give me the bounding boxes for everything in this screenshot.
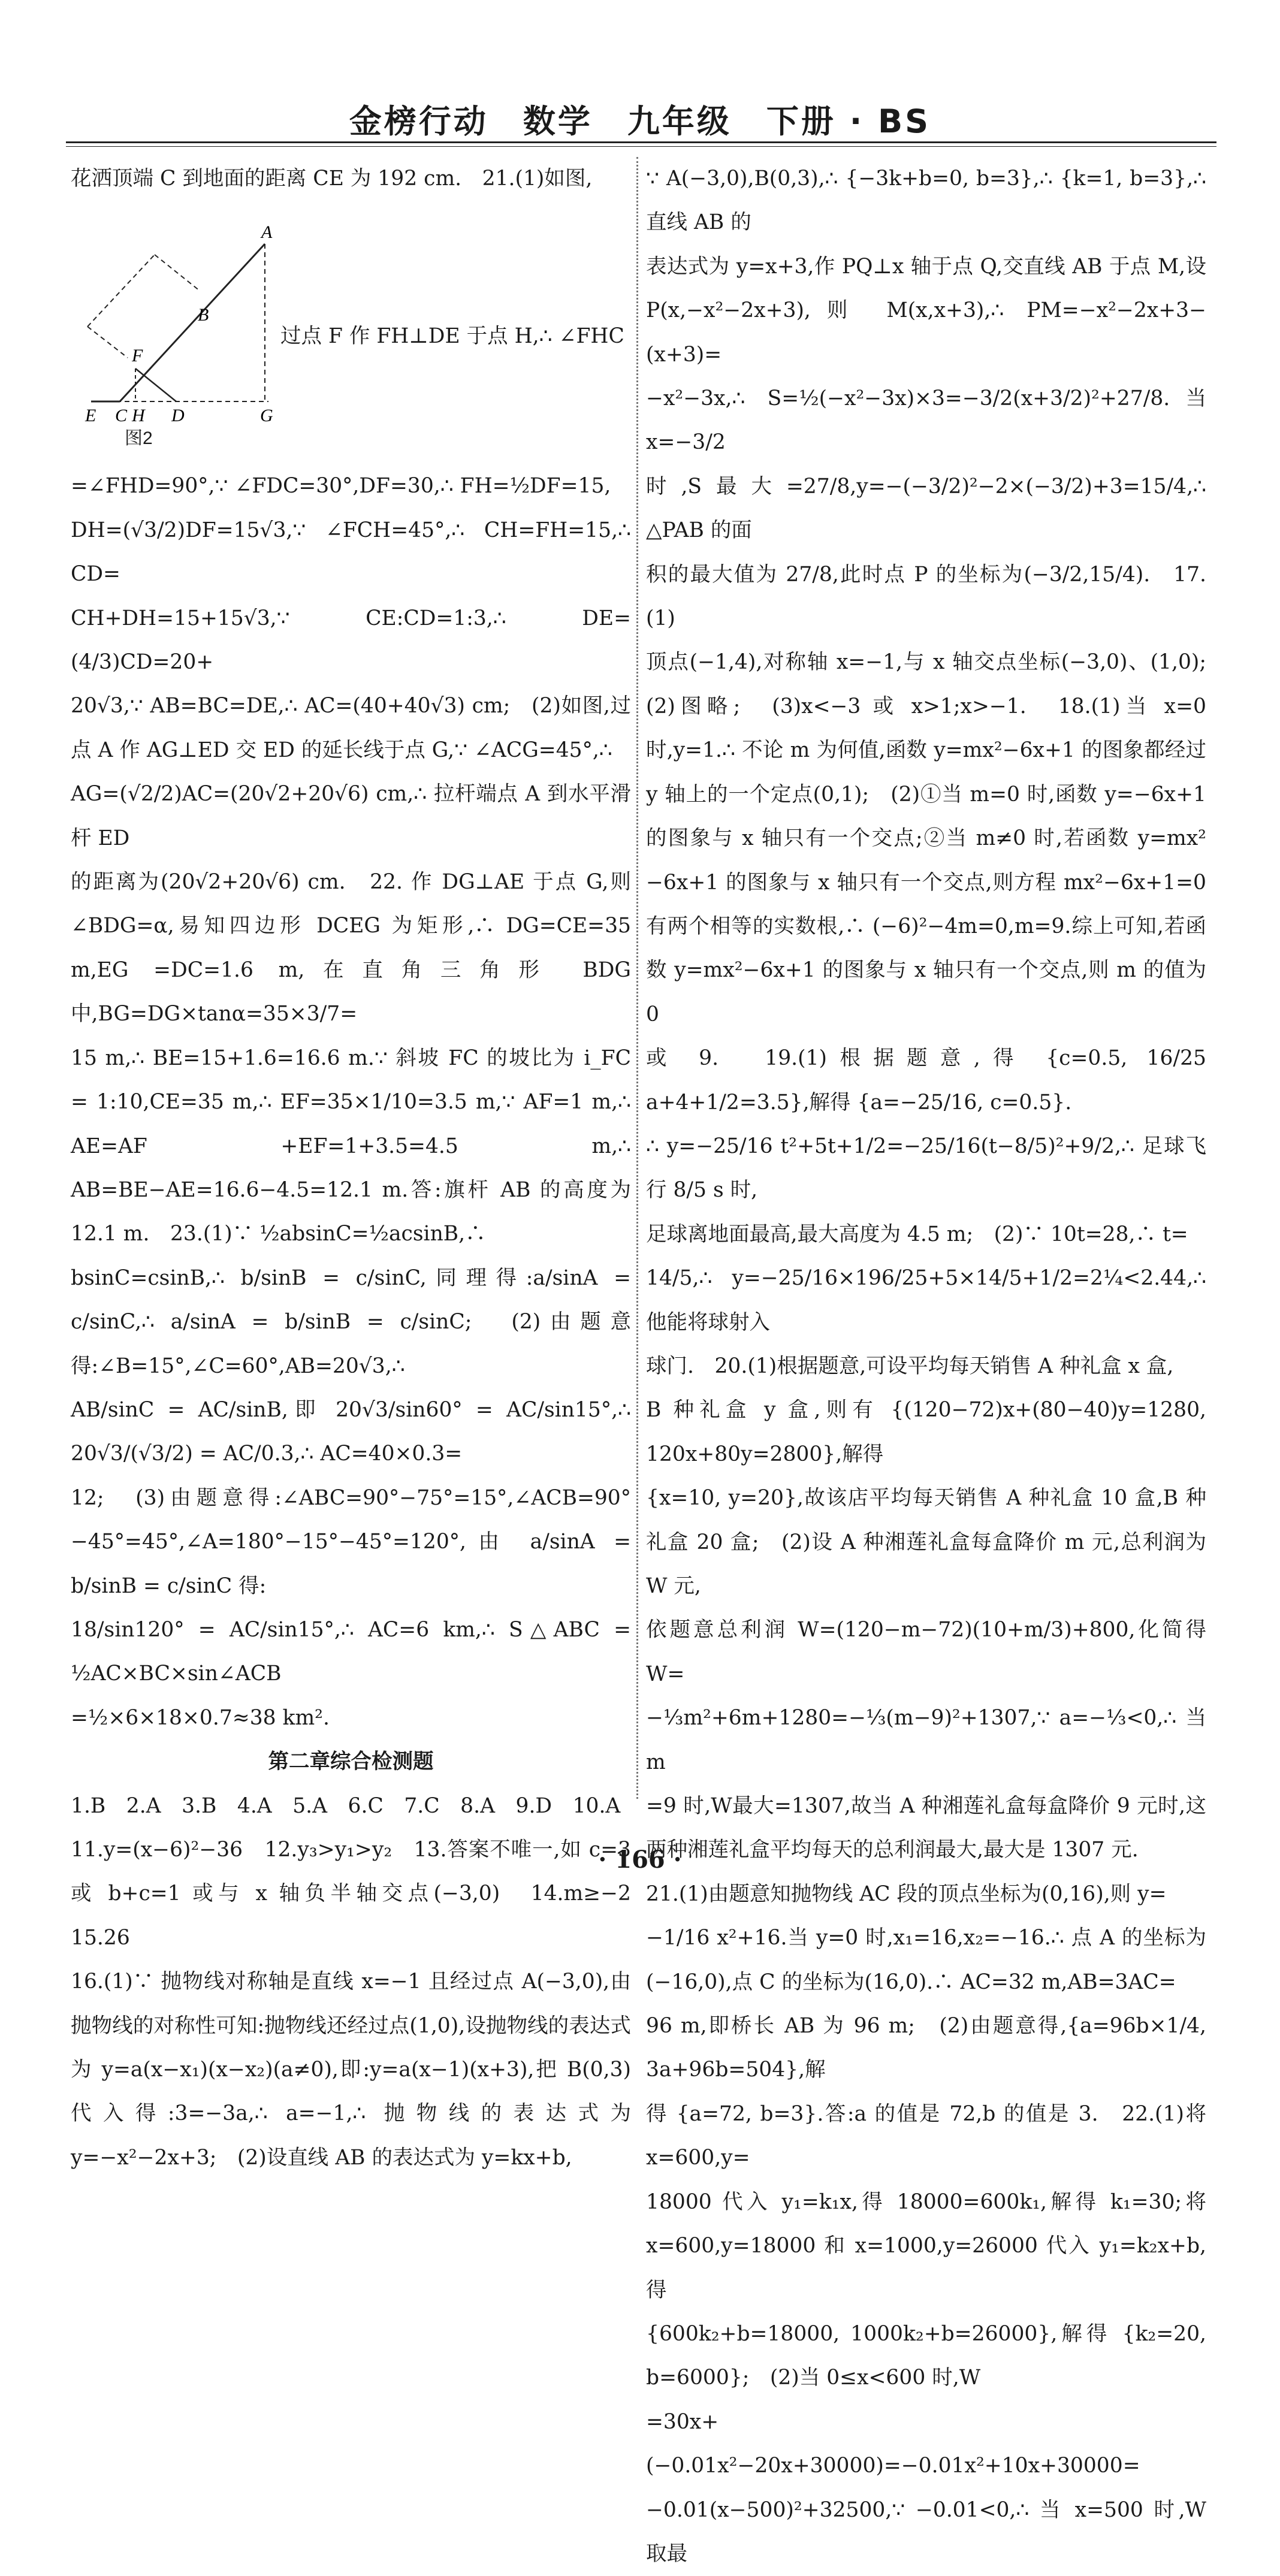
right-paragraph-19: 96 m,即桥长 AB 为 96 m; (2)由题意得,{a=96b×1/4, 3a+96b=504},解 [646,2014,1206,2082]
page-number: · 166 · [598,1846,682,1874]
right-paragraph-18: −1/16 x²+16.当 y=0 时,x₁=16,x₂=−16.∴ 点 A 的坐标为(−16,0),点 C 的坐标为(16,0).∴ AC=32 m,AB=3AC= [646,1926,1206,1994]
page-header-title: 金榜行动 数学 九年级 下册 · BS [349,102,931,140]
right-paragraph-10: 14/5,∴ y=−25/16×196/25+5×14/5+1/2=2¼<2.44,∴ 他能将球射入 [646,1266,1206,1334]
left-paragraph-14: =½×6×18×0.7≈38 km². [71,1705,330,1730]
rod-ac [120,244,265,401]
label-f: F [132,346,143,366]
left-paragraph-3: =∠FHD=90°,∵ ∠FDC=30°,DF=30,∴ FH=½DF=15, [71,474,611,499]
left-paragraph-10: bsinC=csinB,∴ b/sinB = c/sinC,同理得:a/sinA = c/sinC,∴ a/sinA = b/sinB = c/sinC; (2)由题意得:∠B=15°,∠C=60°,AB=20√3,∴ [71,1266,631,1378]
left-paragraph-5: CH+DH=15+15√3,∵ CE:CD=1:3,∴ DE=(4/3)CD=20+ [71,606,631,675]
right-paragraph-4: 时,S最大=27/8,y=−(−3/2)²−2×(−3/2)+3=15/4,∴ △PAB 的面 [646,474,1206,543]
right-paragraph-3: −x²−3x,∴ S=½(−x²−3x)×3=−3/2(x+3/2)²+27/8.当 x=−3/2 [646,386,1206,455]
label-d: D [171,406,185,426]
left-paragraph-2: 过点 F 作 FH⊥DE 于点 H,∴ ∠FHC [280,324,624,349]
label-b: B [198,305,209,325]
label-g: G [260,406,273,426]
left-paragraph-9: 15 m,∴ BE=15+1.6=16.6 m.∵ 斜坡 FC 的坡比为 i_FC = 1:10,CE=35 m,∴ EF=35×1/10=3.5 m,∵ AF=1 m,∴ AE=AF +EF=1+3.5=4.5 m,∴ AB=BE−AE=16.6−4.5=12.1 m.答:旗杆 AB 的高度为 12.1 m. 23.(1)∵ ½absinC=½acsinB,∴ [71,1046,631,1246]
left-paragraph-8: 的距离为(20√2+20√6) cm. 22. 作 DG⊥AE 于点 G,则 ∠BDG=α,易知四边形 DCEG 为矩形,∴ DG=CE=35 m,EG =DC=1.6 m,在直角三角形 BDG 中,BG=DG×tanα=35×3/7= [71,870,631,1026]
right-paragraph-15: −⅓m²+6m+1280=−⅓(m−9)²+1307,∵ a=−⅓<0,∴ 当 m [646,1706,1206,1774]
right-paragraph-22: {600k₂+b=18000, 1000k₂+b=26000},解得 {k₂=20, b=6000}; (2)当 0≤x<600 时,W [646,2321,1206,2390]
right-paragraph-7: 或 9. 19.(1)根据题意,得 {c=0.5, 16/25 a+4+1/2=3.5},解得 {a=−25/16, c=0.5}. [646,1046,1206,1115]
right-paragraph-16: =9 时,W最大=1307,故当 A 种湘莲礼盒每盒降价 9 元时,这两种湘莲礼盒平均每天的总利润最大,最大是 1307 元. [646,1794,1206,1862]
right-column [646,157,1227,2566]
right-paragraph-6: 顶点(−1,4),对称轴 x=−1,与 x 轴交点坐标(−3,0)、(1,0); (2)图略; (3)x<−3 或 x>1;x>−1. 18.(1)当 x=0 时,y=1.∴ 不论 m 为何值,函数 y=mx²−6x+1 的图象都经过 y 轴上的一个定点(0,1); (2)①当 m=0 时,函数 y=−6x+1 的图象与 x 轴只有一个交点;②当 m≠0 时,若函数 y=mx² −6x+1 的图象与 x 轴只有一个交点,则方程 mx²−6x+1=0 有两个相等的实数根,∴ (−6)²−4m=0,m=9.综上可知,若函数 y=mx²−6x+1 的图象与 x 轴只有一个交点,则 m 的值为 0 [646,650,1227,1026]
label-h: H [132,406,145,426]
left-column [71,157,652,2170]
label-e: E [85,406,96,426]
left-paragraph-13: 18/sin120° = AC/sin15°,∴ AC=6 km,∴ S△ABC = ½AC×BC×sin∠ACB [71,1617,631,1686]
right-paragraph-13: {x=10, y=20},故该店平均每天销售 A 种礼盒 10 盒,B 种礼盒 20 盒; (2)设 A 种湘莲礼盒每盒降价 m 元,总利润为 W 元, [646,1486,1206,1598]
right-paragraph-1: ∵ A(−3,0),B(0,3),∴ {−3k+b=0, b=3},∴ {k=1, b=3},∴ 直线 AB 的 [646,167,1206,235]
right-paragraph-23: =30x+(−0.01x²−20x+30000)=−0.01x²+10x+30000= [646,2409,1140,2478]
figure-caption: 图2 [125,428,153,449]
right-paragraph-11: 球门. 20.(1)根据题意,可设平均每天销售 A 种礼盒 x 盒, [646,1354,1174,1378]
figure-2 [71,201,631,464]
label-a: A [261,222,273,243]
figure-diagram [71,201,274,428]
header-rule-thin [66,146,1216,147]
left-paragraph-17: 16.(1)∵ 抛物线对称轴是直线 x=−1 且经过点 A(−3,0),由抛物线的对称性可知:抛物线还经过点(1,0),设抛物线的表达式为 y=a(x−x₁)(x−x₂)(a≠0),即:y=a(x−1)(x+3),把 B(0,3)代入得:3=−3a,∴ a=−1,∴ 抛物线的表达式为 y=−x²−2x+3; (2)设直线 AB 的表达式为 y=kx+b, [71,1970,631,2170]
right-paragraph-8: ∴ y=−25/16 t²+5t+1/2=−25/16(t−8/5)²+9/2,∴ 足球飞行 8/5 s 时, [646,1134,1206,1203]
right-paragraph-20: 得 {a=72, b=3}.答:a 的值是 72,b 的值是 3. 22.(1)将 x=600,y= [646,2101,1206,2170]
right-paragraph-2: 表达式为 y=x+3,作 PQ⊥x 轴于点 Q,交直线 AB 于点 M,设 P(x,−x²−2x+3),则 M(x,x+3),∴ PM=−x²−2x+3−(x+3)= [646,254,1206,367]
left-paragraph-16: 11.y=(x−6)²−36 12.y₃>y₁>y₂ 13.答案不唯一,如 c=3 或 b+c=1 或与 x 轴负半轴交点(−3,0) 14.m≥−2 15.26 [71,1838,652,1950]
right-paragraph-24: −0.01(x−500)²+32500,∵ −0.01<0,∴ 当 x=500 时,W 取最 [646,2498,1206,2566]
dashed-edge-3 [87,327,128,358]
right-paragraph-12: B 种礼盒 y 盒,则有 {(120−72)x+(80−40)y=1280, 120x+80y=2800},解得 [646,1398,1206,1466]
dashed-edge-1 [87,255,155,327]
left-paragraph-11: AB/sinC = AC/sinB,即 20√3/sin60° = AC/sin15°,∴ 20√3/(√3/2) = AC/0.3,∴ AC=40×0.3= [71,1397,631,1466]
right-paragraph-21: 18000 代入 y₁=k₁x,得 18000=600k₁,解得 k₁=30;将 x=600,y=18000 和 x=1000,y=26000 代入 y₁=k₂x+b,得 [646,2190,1206,2302]
left-paragraph-12: 12; (3)由题意得:∠ABC=90°−75°=15°,∠ACB=90°−45°=45°,∠A=180°−15°−45°=120°,由 a/sinA = b/sinB = c/sinC 得: [71,1485,631,1598]
section-title: 第二章综合检测题 [268,1750,434,1774]
right-paragraph-14: 依题意总利润 W=(120−m−72)(10+m/3)+800,化简得 W= [646,1618,1206,1686]
left-paragraph-7: AG=(√2/2)AC=(20√2+20√6) cm,∴ 拉杆端点 A 到水平滑杆 ED [71,782,631,850]
header-rule [66,141,1216,143]
left-paragraph-6: 20√3,∵ AB=BC=DE,∴ AC=(40+40√3) cm; (2)如图,过点 A 作 AG⊥ED 交 ED 的延长线于点 G,∵ ∠ACG=45°,∴ [71,694,631,762]
right-paragraph-17: 21.(1)由题意知抛物线 AC 段的顶点坐标为(0,16),则 y= [646,1882,1167,1906]
left-paragraph-15: 1.B 2.A 3.B 4.A 5.A 6.C 7.C 8.A 9.D 10.A [71,1793,621,1818]
label-c: C [115,406,128,426]
right-paragraph-5: 积的最大值为 27/8,此时点 P 的坐标为(−3/2,15/4). 17.(1) [646,562,1206,631]
left-paragraph-4: DH=(√3/2)DF=15√3,∵ ∠FCH=45°,∴ CH=FH=15,∴ CD= [71,518,631,587]
right-paragraph-9: 足球离地面最高,最大高度为 4.5 m; (2)∵ 10t=28,∴ t= [646,1222,1188,1246]
segment-fd [135,369,176,401]
dashed-edge-2 [155,255,200,291]
column-divider [636,157,638,1799]
left-paragraph-1: 花洒顶端 C 到地面的距离 CE 为 192 cm. 21.(1)如图, [71,167,593,191]
